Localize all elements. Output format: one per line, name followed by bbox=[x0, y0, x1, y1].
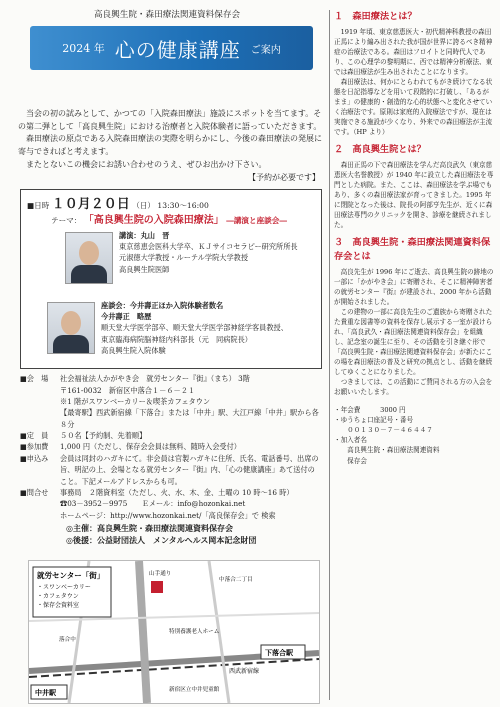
lecturer-name: 丸山 晋 bbox=[140, 231, 170, 241]
intro-text bbox=[18, 108, 324, 171]
lecturer-info bbox=[119, 230, 298, 275]
sponsor-support: ◎後援：公益財団法人 メンタルヘルス岡本記念財団 bbox=[66, 535, 257, 546]
sponsors bbox=[66, 522, 326, 547]
detail-key bbox=[20, 498, 60, 509]
title-banner bbox=[30, 26, 313, 70]
lecturer-line: 東京慈恵会医科大学卒、ＫＪサイコセラピー研究所所長 bbox=[119, 242, 298, 252]
event-theme bbox=[51, 211, 287, 226]
intro-p3: またとないこの機会にお誘い合わせのうえ、ぜひお出かけ下さい。 bbox=[26, 159, 267, 169]
detail-value: 〒161-0032 新宿区中落合１－６－２１ bbox=[60, 385, 196, 395]
shimo-station-label: 下落合駅 bbox=[265, 648, 293, 657]
banner-title: 心の健康講座 bbox=[114, 37, 241, 62]
detail-key bbox=[20, 385, 60, 396]
banner-year: 2024 年 bbox=[62, 42, 105, 55]
detail-key: ■申込み bbox=[20, 453, 49, 463]
reservation-note: 【予約が必要です】 bbox=[248, 173, 320, 183]
detail-key bbox=[20, 407, 60, 430]
lecturer-suit bbox=[71, 265, 107, 283]
theme-label: テーマ： bbox=[51, 216, 82, 226]
panelist-suit bbox=[53, 335, 89, 353]
map-label: 特別養護老人ホーム bbox=[169, 629, 220, 635]
map-label: 落合中 bbox=[59, 637, 76, 643]
venue-marker bbox=[151, 581, 163, 593]
panel-line: 順天堂大学医学部卒、順天堂大学医学部神経学客員教授、 bbox=[101, 323, 288, 333]
membership-line: ・加入者名 bbox=[334, 436, 367, 445]
event-date bbox=[27, 193, 209, 212]
detail-row bbox=[20, 498, 320, 509]
detail-value: 会員は同封のハガキにて。非会員は官製ハガキに住所、氏名、電話番号、出席の旨、明記の上、会場となる就労センター『街』内、「心の健康講座」あて送付のこと。下記メールアドレスからも可。 bbox=[60, 453, 319, 486]
membership-line: ・ゆうちょ口座記号・番号 bbox=[334, 416, 414, 425]
detail-value: 事務局 ２階資料室（ただし、火、水、木、金、土曜の 10 時～16 時） bbox=[60, 487, 294, 497]
detail-row bbox=[20, 430, 320, 441]
section-title: ２ 高良興生院とは？ bbox=[334, 144, 426, 156]
railway-label: 西武新宿線 bbox=[229, 668, 260, 675]
panel-info bbox=[101, 300, 288, 356]
organizer-top: 高良興生院・森田療法関連資料保存会 bbox=[93, 10, 241, 20]
banner-annai: ご案内 bbox=[250, 44, 281, 56]
detail-key bbox=[20, 510, 60, 521]
map-label: 中落合二丁目 bbox=[219, 577, 253, 583]
membership-line: ００１３０－７－４６４４７ bbox=[334, 426, 433, 435]
detail-value: ５０名【予約制、先着順】 bbox=[60, 431, 147, 440]
map-label: 新宿区立中井児童館 bbox=[169, 687, 220, 693]
venue-box-title: 就労センター「街」 bbox=[37, 571, 105, 580]
section-paragraph: 森田正馬の下で森田療法を学んだ高良武久（東京慈恵医大名誉教授）が 1940 年に設立した森田療法を専門とした病院。また、ここは、森田療法を学ぶ場でもあり、多くの森田療法家が育ってきました。1995 年に閉院となった後は、院長の阿部亨先生が、近くに森田療法専門のクリニックを開き、診療を継続されました。 bbox=[334, 161, 494, 230]
section-title: １ 森田療法とは？ bbox=[334, 11, 417, 22]
detail-key: ■参加費 bbox=[20, 442, 49, 452]
right-column bbox=[334, 10, 494, 466]
panel-name: 今井壽正 略歴 bbox=[101, 312, 152, 322]
theme-title: 「高良興生院の入院森田療法」 bbox=[83, 215, 224, 227]
detail-value: ☎03－3952－9975 Ｅメール：info@hozonkai.net bbox=[60, 499, 246, 509]
detail-value: ホームページ：http://www.hozonkai.net/「高良保存会」で 検索 bbox=[60, 510, 276, 520]
lecturer-face bbox=[79, 241, 99, 265]
detail-row bbox=[20, 453, 320, 487]
detail-key bbox=[20, 396, 60, 407]
membership-line: 高良興生院・森田療法関連資料 bbox=[334, 446, 440, 455]
column-divider bbox=[329, 10, 330, 700]
date-prefix: ■日時 bbox=[27, 201, 50, 211]
map-svg bbox=[29, 561, 319, 703]
event-box bbox=[20, 189, 322, 369]
detail-key: ■定 員 bbox=[20, 431, 49, 440]
event-details bbox=[20, 373, 320, 521]
section-paragraph: 森田療法は、何かにとらわれてもがき続けてなる状態を日記指導などを用いて段階的に打破し、「あるがまま」の健康的・創造的な心的状態へと変化させていく治療法です。原則は家庭的入院療法ですが、現在は実施できる施設が少くなり、外来での森田療法が主流です。（HP より） bbox=[334, 78, 493, 137]
detail-row bbox=[20, 407, 320, 430]
membership-info bbox=[334, 405, 494, 465]
detail-row bbox=[20, 396, 320, 407]
section-title: ３ 高良興生院・森田療法関連資料保存会とは bbox=[334, 237, 491, 263]
detail-value: 1,000 円（ただし、保存会会員は無料、随時入会受付） bbox=[60, 442, 241, 452]
membership-line: ・年会費 3000 円 bbox=[334, 406, 406, 415]
section-paragraph: 高良先生が 1996 年にご逝去、高良興生院の跡地の一部に「かがやき会」に寄贈され、そこに精神障害者の就労センター『街』が建設され、2000 年から活動が開始されました。 bbox=[334, 268, 494, 307]
venue-box-line: ・保存会資料室 bbox=[37, 602, 80, 609]
detail-value: ※1 階がスワンベーカリー＆喫茶カフェタウン bbox=[60, 396, 211, 406]
lecturer-photo bbox=[65, 232, 113, 284]
intro-p2: 森田療法の原点である入院森田療法の実際を明らかにし、今後の森田療法の発展に寄与できればと考えます。 bbox=[18, 134, 322, 156]
panel-line: 高良興生院入院体験 bbox=[101, 345, 166, 355]
venue-box-line: ・スワンベーカリー bbox=[37, 584, 91, 591]
panel-line: 東京臨海病院脳神経内科部長（元 同病院長） bbox=[101, 334, 252, 344]
detail-row bbox=[20, 487, 320, 498]
detail-key: ■問合せ bbox=[20, 487, 49, 497]
intro-p1: 当会の初の試みとして、かつての「入院森田療法」施設にスポットを当てます。その第二弾として「高良興生院」における治療者と入院体験者に語っていただきます。 bbox=[18, 109, 322, 131]
section-paragraph: この建物の一部に高良先生のご遺族から寄贈されたた貴重な図書等の資料を保存し展示する一室が設けられ、「高良武久・森田療法関連資料保存会」を組織し、記念室の誕生に至り、その活動を引き継ぐ形で「高良興生院・森田療法関連資料保存会」が新たにこの場を森田療法の普及と研究の拠点とし、活動を継続してゆくことになりました。 bbox=[334, 308, 493, 377]
access-map bbox=[28, 560, 320, 704]
detail-key: ■会 場 bbox=[20, 374, 49, 384]
map-label: 山手通り bbox=[149, 571, 172, 577]
panelist-face bbox=[61, 311, 81, 335]
lecturer-label: 講演： bbox=[119, 231, 141, 241]
detail-value: 社会福祉法人かがやき会 就労センター『街』（まち） 3階 bbox=[60, 374, 250, 384]
section-paragraph: 1919 年頃、東京慈恵医大・初代精神科教授の森田正馬により編み出された我が国が世界に誇るべき精神症の治療法である。森田はフロイトと同時代人であり、この心理学の黎明期に、西では精神分析療法、東では森田療法が生み出されたことになります。 bbox=[334, 27, 493, 77]
lecturer-line: 元淑徳大学教授・ルーテル学院大学教授 bbox=[119, 253, 249, 263]
membership-line: 保存会 bbox=[334, 456, 367, 465]
detail-row bbox=[20, 441, 320, 452]
sponsor-host: ◎主催：高良興生院・森田療法関連資料保存会 bbox=[66, 523, 233, 533]
lecturer-line: 高良興生院医師 bbox=[119, 264, 170, 274]
left-column bbox=[8, 4, 326, 547]
date-rest: （日） 13:30～16:00 bbox=[132, 201, 209, 211]
panelist-photo bbox=[47, 302, 95, 354]
detail-row bbox=[20, 510, 320, 521]
theme-sub: ―講演と座談会― bbox=[226, 216, 287, 226]
detail-row bbox=[20, 385, 320, 396]
detail-row bbox=[20, 373, 320, 384]
nakai-station-label: 中井駅 bbox=[35, 688, 56, 697]
panel-label: 座談会：今井壽正ほか入院体験者数名 bbox=[101, 301, 224, 311]
section-paragraph: つきましては、この活動にご賛同される方の入会をお願いいたします。 bbox=[334, 378, 493, 397]
date-big: １０月２０日 bbox=[51, 197, 130, 213]
venue-box-line: ・カフェタウン bbox=[37, 593, 79, 600]
detail-value: 【最寄駅】西武新宿線「下落合」または「中井」駅、大江戸線「中井」駅から各８分 bbox=[60, 408, 319, 429]
